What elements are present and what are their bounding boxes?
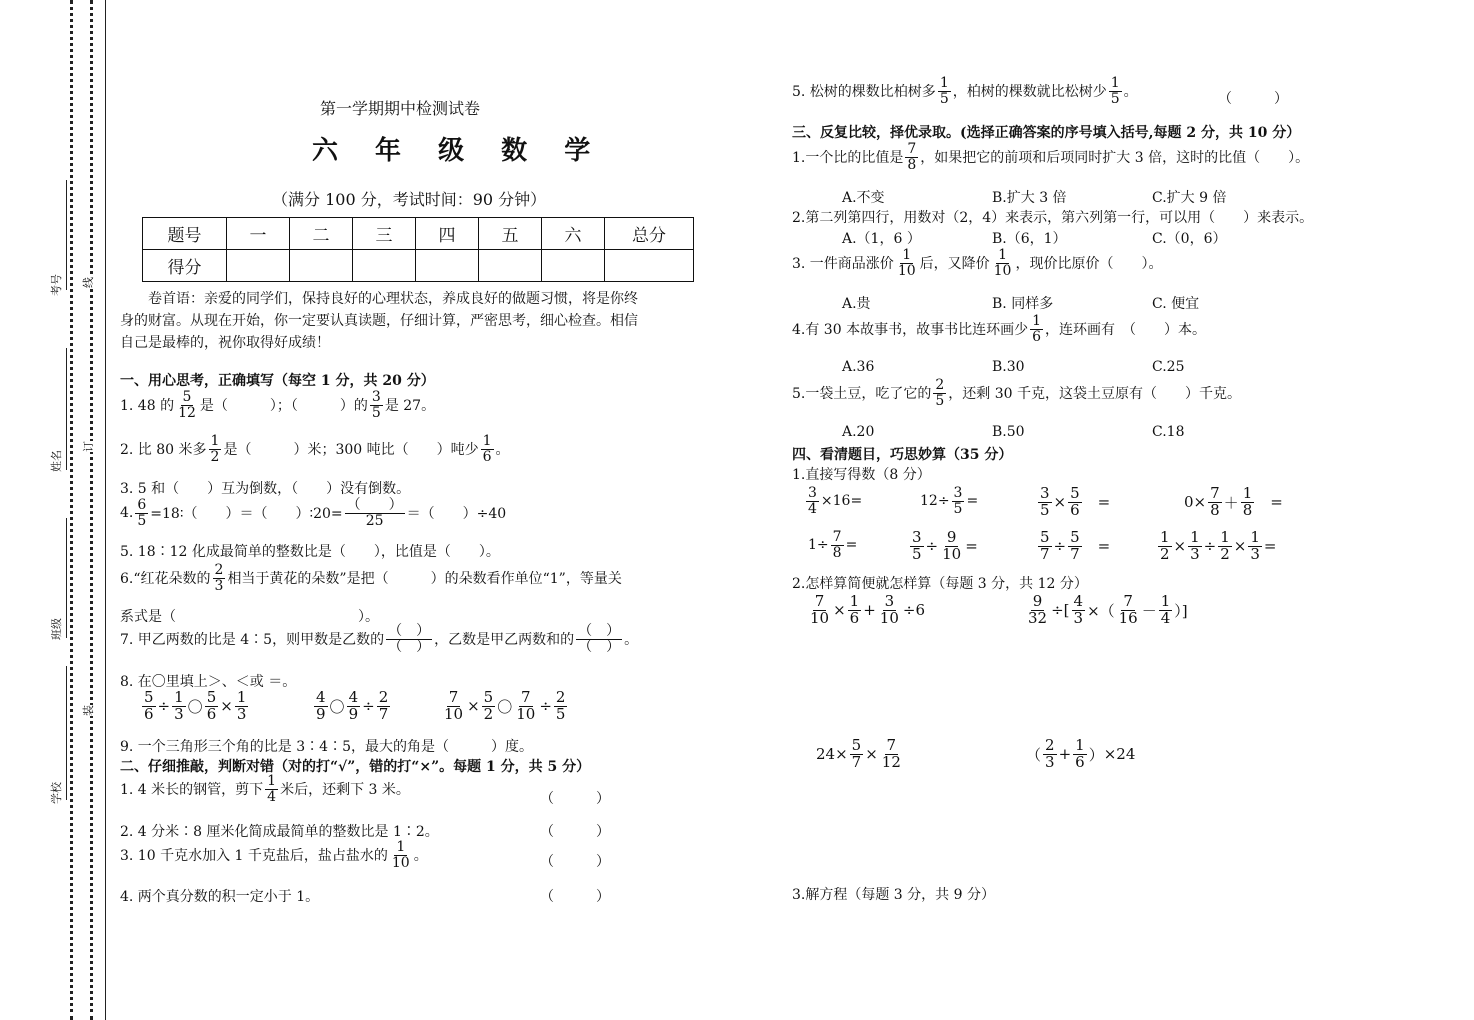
s1-q8-item: $\frac{5}{6}$ ÷ $\frac{1}{3}$ 〇 $\frac{5}{6}$ × $\frac{1}{3}$ [144, 688, 247, 723]
mental-calc: $\frac{5}{7}$ ÷ $\frac{5}{7}$ = [1040, 528, 1111, 563]
score-row-label: 得分 [143, 250, 227, 282]
mental-calc: $\frac{3}{5}$ × $\frac{5}{6}$ = [1040, 484, 1111, 519]
s2-q3: 3. 10 千克水加入 1 千克盐后，盐占盐水的 $\frac{1}{10}$ 。 [120, 839, 428, 871]
option: A.（1，6 ） [842, 231, 921, 247]
option: B.扩大 3 倍 [992, 190, 1067, 206]
option: B.30 [992, 359, 1025, 375]
fraction: $\frac{6}{5}$ [137, 497, 147, 529]
fraction: $\frac{( )}{( )}$ [578, 623, 621, 655]
binding-dots-right [90, 0, 93, 1020]
label-exam-number: 考号 [50, 274, 63, 296]
fraction: $\frac{( )}{25}$ [346, 497, 403, 529]
answer-bracket[interactable]: （ ） [540, 824, 610, 840]
binding-rule [105, 0, 106, 1020]
compare-circle[interactable]: 〇 [187, 697, 203, 716]
cut-mark-bind: 装 [82, 705, 95, 716]
score-header-cell: 总分 [605, 218, 694, 250]
option: C.扩大 9 倍 [1152, 190, 1227, 206]
s1-q8-item: $\frac{7}{10}$ × $\frac{5}{2}$ 〇 $\frac{7}{10}$ ÷ $\frac{2}{5}$ [444, 688, 566, 723]
compare-circle[interactable]: 〇 [329, 697, 345, 716]
mental-calc: 12÷ $\frac{3}{5}$ = [920, 485, 979, 517]
s4-part1: 1.直接写得数（8 分） [792, 467, 931, 483]
section-4-title: 四、看清题目，巧思妙算（35 分） [792, 447, 1013, 463]
option: C. 便宜 [1152, 296, 1200, 312]
section-2-title: 二、仔细推敲，判断对错（对的打“√”，错的打“×”。每题 1 分，共 5 分） [120, 759, 591, 775]
s1-q6: 6.“红花朵数的 $\frac{2}{3}$ 相当于黄花的朵数”是把（ ）的朵数看作单位“1”，等量关 [120, 562, 622, 594]
section-1-title: 一、用心思考，正确填写（每空 1 分，共 20 分） [120, 373, 435, 389]
binding-dots-left [70, 0, 73, 1020]
score-header-cell: 四 [416, 218, 479, 250]
s1-q1: 1. 48 的 $\frac{5}{12}$ 是（ ）；（ ）的 $\frac{3}{5}$ 是 27。 [120, 389, 436, 421]
score-table [142, 217, 694, 282]
s2-q4: 4. 两个真分数的积一定小于 1。 [120, 889, 320, 905]
score-cell[interactable] [353, 250, 416, 282]
field-line-school [66, 666, 67, 800]
option: A.不变 [842, 190, 885, 206]
s4-part2: 2.怎样算简便就怎样算（每题 3 分，共 12 分） [792, 576, 1088, 592]
simplify-calc: $\frac{7}{10}$ × $\frac{1}{6}$ + $\frac{3}{10}$ ÷6 [810, 592, 926, 627]
exam-info: （满分 100 分，考试时间：90 分钟） [272, 190, 547, 209]
s1-q3: 3. 5 和（ ）互为倒数，（ ）没有倒数。 [120, 481, 411, 497]
score-header-cell: 六 [542, 218, 605, 250]
s1-q8: 8. 在〇里填上＞、＜或 ＝。 [120, 674, 297, 690]
option: A.36 [842, 359, 875, 375]
s4-part3: 3.解方程（每题 3 分，共 9 分） [792, 887, 995, 903]
mental-calc: $\frac{3}{5}$ ÷ $\frac{9}{10}$ = [912, 528, 978, 563]
score-header-cell: 一 [227, 218, 290, 250]
simplify-calc: 24× $\frac{5}{7}$ × $\frac{7}{12}$ [816, 736, 901, 771]
s2-q1: 1. 4 米长的钢管，剪下 $\frac{1}{4}$ 米后，还剩下 3 米。 [120, 773, 410, 805]
option: A.贵 [842, 296, 871, 312]
intro-line: 自己是最棒的，祝你取得好成绩！ [120, 335, 330, 351]
s3-q4: 4.有 30 本故事书，故事书比连环画少 $\frac{1}{6}$ ，连环画有 （ ）本。 [792, 313, 1206, 345]
score-cell[interactable] [479, 250, 542, 282]
fraction: $\frac{3}{5}$ [371, 389, 381, 421]
fraction: $\frac{( )}{( )}$ [388, 623, 431, 655]
field-line-class [66, 518, 67, 638]
option: B.50 [992, 424, 1025, 440]
s3-q5: 5.一袋土豆，吃了它的 $\frac{2}{5}$ ，还剩 30 千克，这袋土豆原有（ ）千克。 [792, 377, 1241, 409]
fraction: $\frac{1}{2}$ [210, 433, 220, 465]
section-3-title: 三、反复比较，择优录取。(选择正确答案的序号填入括号,每题 2 分，共 10 分） [792, 125, 1301, 141]
label-name: 姓名 [50, 450, 63, 472]
fraction: $\frac{2}{3}$ [214, 562, 224, 594]
s1-q8-item: $\frac{4}{9}$ 〇 $\frac{4}{9}$ ÷ $\frac{2}{7}$ [316, 688, 389, 723]
s1-q4: 4. $\frac{6}{5}$ =18∶（ ）＝（ ）∶20= $\frac{( )}{25}$ ＝（ ）÷40 [120, 497, 507, 529]
intro-line: 卷首语：亲爱的同学们，保持良好的心理状态，养成良好的做题习惯，将是你终 [148, 291, 638, 307]
fraction: $\frac{1}{6}$ [482, 433, 492, 465]
cut-mark-staple: 订 [82, 441, 95, 452]
simplify-calc: （ $\frac{2}{3}$ + $\frac{1}{6}$ ） ×24 [1026, 736, 1136, 771]
score-cell[interactable] [227, 250, 290, 282]
answer-bracket[interactable]: （ ） [540, 854, 610, 870]
intro-line: 身的财富。从现在开始，你一定要认真读题，仔细计算，严密思考，细心检查。相信 [120, 313, 638, 329]
s3-q2: 2.第二列第四行，用数对（2，4）来表示，第六列第一行，可以用（ ）来表示。 [792, 210, 1314, 226]
answer-bracket[interactable]: （ ） [540, 791, 610, 807]
s1-q7: 7. 甲乙两数的比是 4∶5，则甲数是乙数的 $\frac{( )}{( )}$ ，乙数是甲乙两数和的 $\frac{( )}{( )}$ 。 [120, 623, 639, 655]
cut-mark-line: 线 [82, 277, 95, 288]
s2-q5: 5. 松树的棵数比柏树多 $\frac{1}{5}$ ，柏树的棵数就比松树少 $\frac{1}{5}$ 。 [792, 75, 1138, 107]
s2-q2: 2. 4 分米∶8 厘米化简成最简单的整数比是 1∶2。 [120, 824, 439, 840]
score-header-cell: 二 [290, 218, 353, 250]
option: B.（6，1） [992, 231, 1067, 247]
s1-q2: 2. 比 80 米多 $\frac{1}{2}$ 是（ ）米；300 吨比（ ）吨少 $\frac{1}{6}$ 。 [120, 433, 510, 465]
mental-calc: $\frac{3}{4}$ ×16= [808, 485, 863, 517]
answer-bracket[interactable]: （ ） [540, 889, 610, 905]
exam-subtitle: 第一学期期中检测试卷 [320, 99, 481, 118]
s1-q5: 5. 18∶12 化成最简单的整数比是（ ），比值是（ ）。 [120, 544, 500, 560]
label-school: 学校 [50, 782, 63, 804]
mental-calc: 1÷ $\frac{7}{8}$ = [808, 529, 858, 561]
fraction: $\frac{5}{12}$ [178, 389, 196, 421]
option: A.20 [842, 424, 875, 440]
score-header-cell: 题号 [143, 218, 227, 250]
field-line-name [66, 348, 67, 470]
exam-title: 六 年 级 数 学 [312, 136, 605, 166]
option: C.25 [1152, 359, 1185, 375]
compare-circle[interactable]: 〇 [497, 697, 513, 716]
option: C.（0，6） [1152, 231, 1227, 247]
score-header-cell: 五 [479, 218, 542, 250]
answer-bracket[interactable]: （ ） [1218, 91, 1288, 107]
field-line-exam-number [66, 180, 67, 290]
simplify-calc: $\frac{9}{32}$ ÷[ $\frac{4}{3}$ ×（ $\frac{7}{16}$ － $\frac{1}{4}$ ）] [1028, 592, 1188, 627]
score-header-cell: 三 [353, 218, 416, 250]
label-class: 班级 [50, 618, 63, 640]
score-cell[interactable] [290, 250, 353, 282]
score-cell[interactable] [416, 250, 479, 282]
option: C.18 [1152, 424, 1185, 440]
score-cell[interactable] [605, 250, 694, 282]
s1-q9: 9. 一个三角形三个角的比是 3∶4∶5，最大的角是（ ）度。 [120, 739, 533, 755]
s1-q6-cont: 系式是（ ）。 [120, 609, 379, 625]
option: B. 同样多 [992, 296, 1054, 312]
mental-calc: 0× $\frac{7}{8}$ ＋ $\frac{1}{8}$ = [1184, 484, 1283, 519]
mental-calc: $\frac{1}{2}$ × $\frac{1}{3}$ ÷ $\frac{1}{2}$ × $\frac{1}{3}$ = [1160, 528, 1277, 563]
score-cell[interactable] [542, 250, 605, 282]
s3-q3: 3. 一件商品涨价 $\frac{1}{10}$ 后，又降价 $\frac{1}{10}$ ，现价比原价（ ）。 [792, 247, 1163, 279]
s3-q1: 1.一个比的比值是 $\frac{7}{8}$ ，如果把它的前项和后项同时扩大 3 倍，这时的比值（ ）。 [792, 141, 1310, 173]
